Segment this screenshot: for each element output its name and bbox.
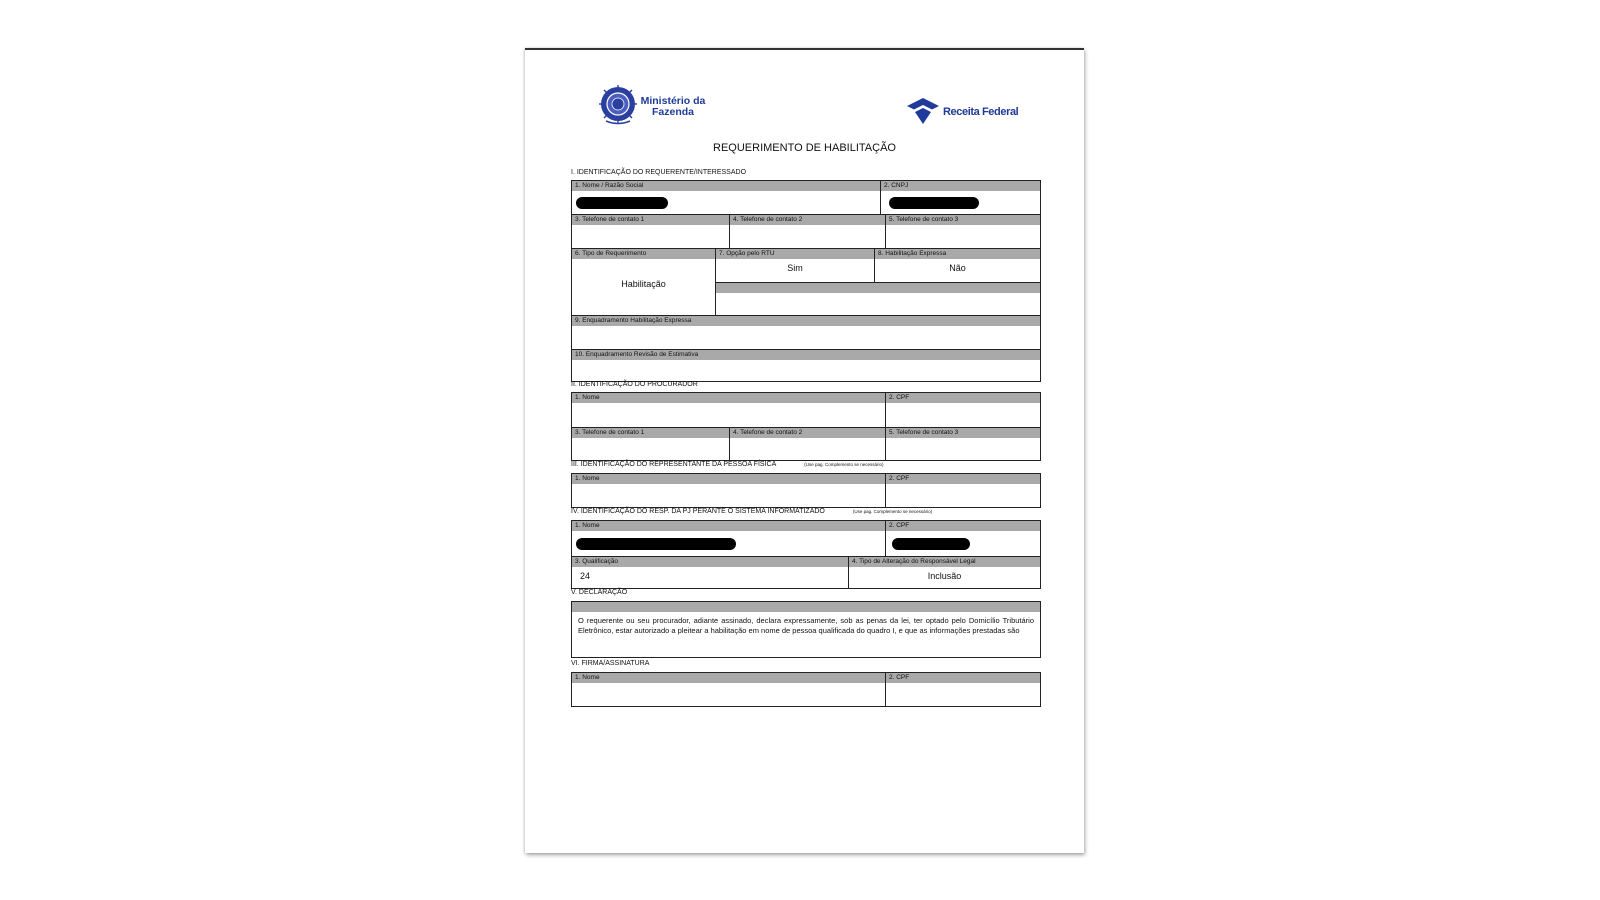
telefone-1-field xyxy=(572,214,729,248)
field-label: 9. Enquadramento Habilitação Expressa xyxy=(572,316,1040,326)
section-2-title: II. IDENTIFICAÇÃO DO PROCURADOR xyxy=(571,381,698,388)
ministerio-fazenda-logo xyxy=(598,84,718,128)
procurador-telefone-2-field xyxy=(729,427,885,460)
section-4-title xyxy=(571,508,932,515)
tipo-requerimento-field xyxy=(572,248,715,315)
enquadramento-habilitacao-expressa-field xyxy=(572,315,1040,349)
field-label: 7. Opção pelo RTU xyxy=(716,249,874,259)
field-label: 1. Nome xyxy=(572,521,885,531)
qualificacao-field xyxy=(572,556,848,588)
section-4-box xyxy=(571,520,1041,589)
redacted-text xyxy=(576,538,736,550)
field-label: 2. CPF xyxy=(886,521,1040,531)
receita-federal-icon xyxy=(905,98,941,124)
field-label: 2. CPF xyxy=(886,673,1040,683)
opcao-rtu-field xyxy=(715,248,874,282)
field-label: 4. Telefone de contato 2 xyxy=(730,428,885,438)
representante-nome-field xyxy=(572,474,885,507)
procurador-nome-field xyxy=(572,393,885,427)
field-label: 3. Telefone de contato 1 xyxy=(572,428,729,438)
telefone-3-field xyxy=(885,214,1040,248)
field-label: 10. Enquadramento Revisão de Estimativa xyxy=(572,350,1040,360)
redacted-text xyxy=(576,197,668,209)
procurador-telefone-1-field xyxy=(572,427,729,460)
section-4-note: (Use pag. Complemento se necessário) xyxy=(852,509,933,514)
redacted-text xyxy=(892,538,970,550)
assinatura-cpf-field xyxy=(885,673,1040,706)
field-label: 5. Telefone de contato 3 xyxy=(886,215,1040,225)
receita-federal-text: Receita Federal xyxy=(943,106,1019,118)
responsavel-cpf-field xyxy=(885,521,1040,556)
tipo-alteracao-value: Inclusão xyxy=(927,571,962,581)
declaracao-text: O requerente ou seu procurador, adiante assinado, declara expressamente, sob as penas da lei, ter optado pelo Domicílio Tributário Eletrônico, estar autorizado a pleitear a habilitação em nome de pessoa qualificada do quadro I, e que as informações prestadas são xyxy=(578,616,1034,635)
section-5-box xyxy=(571,601,1041,658)
field-label: 5. Telefone de contato 3 xyxy=(886,428,1040,438)
field-label: 4. Tipo de Alteração do Responsável Legal xyxy=(849,557,1040,567)
section-2-box xyxy=(571,392,1041,461)
field-label: 3. Qualificação xyxy=(572,557,848,567)
receita-federal-logo xyxy=(905,98,1020,126)
telefone-2-field xyxy=(729,214,885,248)
field-label: 1. Nome / Razão Social xyxy=(572,181,880,191)
opcao-rtu-value: Sim xyxy=(787,263,803,273)
qualificacao-value: 24 xyxy=(580,571,591,581)
nome-razao-social-field xyxy=(572,181,880,214)
blank-field xyxy=(715,282,1040,315)
field-label-empty xyxy=(716,283,1040,293)
procurador-telefone-3-field xyxy=(885,427,1040,460)
enquadramento-revisao-estimativa-field xyxy=(572,349,1040,381)
section-6-title: VI. FIRMA/ASSINATURA xyxy=(571,660,650,667)
cnpj-field xyxy=(880,181,1040,214)
procurador-cpf-field xyxy=(885,393,1040,427)
section-4-title-text: IV. IDENTIFICAÇÃO DO RESP. DA PJ PERANTE O SISTEMA INFORMATIZADO xyxy=(571,508,825,515)
brasao-icon xyxy=(598,84,638,126)
habilitacao-expressa-value: Não xyxy=(949,263,966,273)
field-label: 6. Tipo de Requerimento xyxy=(572,249,715,259)
field-label: 2. CPF xyxy=(886,393,1040,403)
section-3-title xyxy=(571,461,884,468)
field-label: 1. Nome xyxy=(572,673,885,683)
section-1-title: I. IDENTIFICAÇÃO DO REQUERENTE/INTERESSADO xyxy=(571,169,747,176)
field-label: 3. Telefone de contato 1 xyxy=(572,215,729,225)
field-label: 1. Nome xyxy=(572,474,885,484)
section-1-box xyxy=(571,180,1041,382)
field-label: 8. Habilitação Expressa xyxy=(875,249,1040,259)
field-label: 2. CPF xyxy=(886,474,1040,484)
section-3-note: (Use pag. Complemento se necessário) xyxy=(804,462,884,467)
responsavel-nome-field xyxy=(572,521,885,556)
field-label: 1. Nome xyxy=(572,393,885,403)
declaracao-header-bar xyxy=(572,602,1040,612)
field-label: 2. CNPJ xyxy=(881,181,1040,191)
tipo-alteracao-field xyxy=(848,556,1040,588)
section-6-box xyxy=(571,672,1041,707)
section-5-title: V. DECLARAÇÃO xyxy=(571,589,628,596)
tipo-requerimento-value: Habilitação xyxy=(621,279,666,289)
assinatura-nome-field xyxy=(572,673,885,706)
section-3-title-text: III. IDENTIFICAÇÃO DO REPRESENTANTE DA PESSOA FÍSICA xyxy=(571,461,777,468)
document-title: REQUERIMENTO DE HABILITAÇÃO xyxy=(713,142,896,154)
section-3-box xyxy=(571,473,1041,508)
field-label: 4. Telefone de contato 2 xyxy=(730,215,885,225)
habilitacao-expressa-field xyxy=(874,248,1040,282)
ministerio-fazenda-text: Ministério da Fazenda xyxy=(640,95,706,118)
document-page xyxy=(525,48,1084,853)
representante-cpf-field xyxy=(885,474,1040,507)
redacted-text xyxy=(889,197,979,209)
